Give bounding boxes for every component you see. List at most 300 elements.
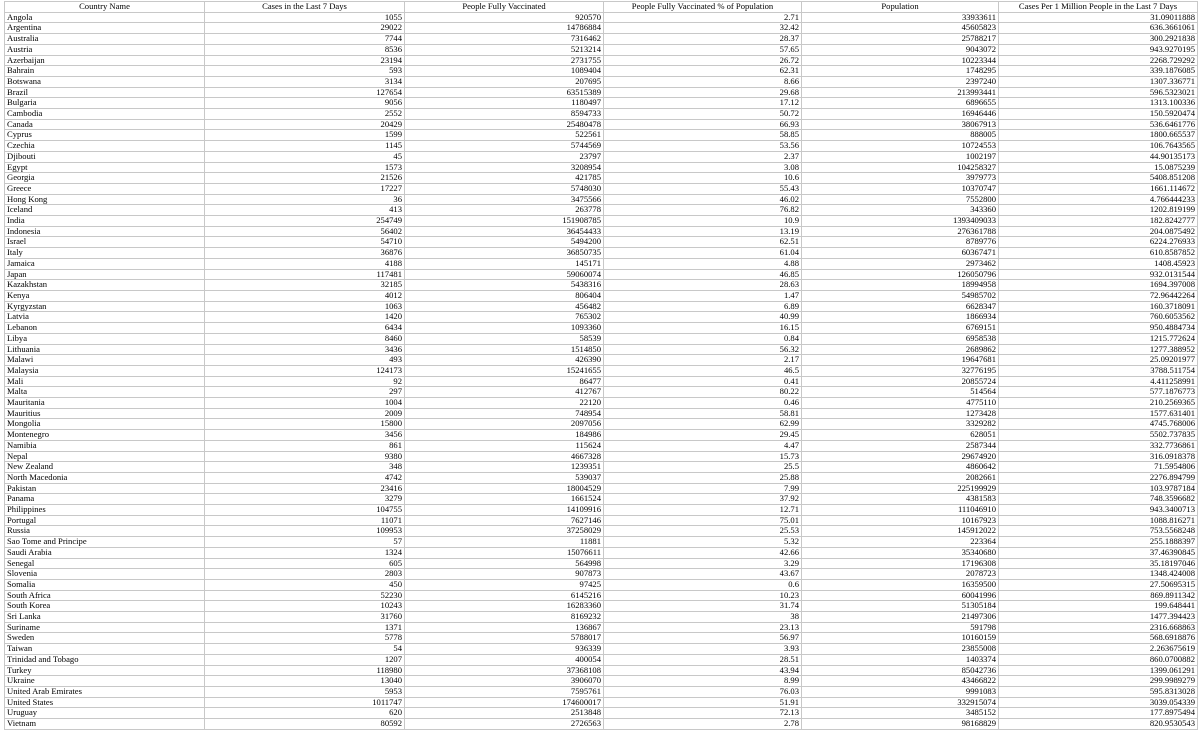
cell-vaccinated-percent[interactable]: 25.88 [604, 472, 802, 483]
cell-country-name[interactable]: Mauritius [5, 408, 205, 419]
cell-people-fully-vaccinated[interactable]: 174600017 [405, 697, 604, 708]
cell-country-name[interactable]: Japan [5, 269, 205, 280]
cell-vaccinated-percent[interactable]: 12.71 [604, 505, 802, 516]
cell-people-fully-vaccinated[interactable]: 115624 [405, 440, 604, 451]
cell-cases-last-7-days[interactable]: 109953 [205, 526, 405, 537]
cell-people-fully-vaccinated[interactable]: 7595761 [405, 687, 604, 698]
cell-vaccinated-percent[interactable]: 2.78 [604, 719, 802, 730]
cell-population[interactable]: 1866934 [802, 312, 999, 323]
cell-vaccinated-percent[interactable]: 40.99 [604, 312, 802, 323]
cell-cases-per-million[interactable]: 943.9270195 [999, 44, 1198, 55]
cell-cases-last-7-days[interactable]: 23194 [205, 55, 405, 66]
cell-cases-per-million[interactable]: 3039.054339 [999, 697, 1198, 708]
cell-population[interactable]: 32776195 [802, 365, 999, 376]
cell-vaccinated-percent[interactable]: 56.32 [604, 344, 802, 355]
cell-people-fully-vaccinated[interactable]: 2513848 [405, 708, 604, 719]
cell-country-name[interactable]: Russia [5, 526, 205, 537]
cell-country-name[interactable]: Slovenia [5, 569, 205, 580]
cell-cases-last-7-days[interactable]: 52230 [205, 590, 405, 601]
cell-cases-per-million[interactable]: 103.9787184 [999, 483, 1198, 494]
cell-population[interactable]: 33933611 [802, 12, 999, 23]
cell-vaccinated-percent[interactable]: 62.51 [604, 237, 802, 248]
cell-people-fully-vaccinated[interactable]: 8169232 [405, 612, 604, 623]
cell-vaccinated-percent[interactable]: 2.17 [604, 355, 802, 366]
cell-country-name[interactable]: North Macedonia [5, 472, 205, 483]
cell-population[interactable]: 4860642 [802, 462, 999, 473]
cell-population[interactable]: 7552800 [802, 194, 999, 205]
cell-cases-last-7-days[interactable]: 2803 [205, 569, 405, 580]
cell-country-name[interactable]: Ukraine [5, 676, 205, 687]
cell-country-name[interactable]: Austria [5, 44, 205, 55]
cell-vaccinated-percent[interactable]: 29.45 [604, 430, 802, 441]
cell-people-fully-vaccinated[interactable]: 1514850 [405, 344, 604, 355]
cell-cases-per-million[interactable]: 6224.276933 [999, 237, 1198, 248]
cell-people-fully-vaccinated[interactable]: 920570 [405, 12, 604, 23]
cell-country-name[interactable]: Uruguay [5, 708, 205, 719]
cell-country-name[interactable]: Senegal [5, 558, 205, 569]
cell-cases-per-million[interactable]: 44.90135173 [999, 151, 1198, 162]
cell-cases-per-million[interactable]: 943.3400713 [999, 505, 1198, 516]
cell-people-fully-vaccinated[interactable]: 2731755 [405, 55, 604, 66]
cell-cases-last-7-days[interactable]: 13040 [205, 676, 405, 687]
cell-cases-per-million[interactable]: 300.2921838 [999, 34, 1198, 45]
cell-country-name[interactable]: Indonesia [5, 226, 205, 237]
cell-population[interactable]: 2082661 [802, 472, 999, 483]
cell-cases-last-7-days[interactable]: 23416 [205, 483, 405, 494]
cell-people-fully-vaccinated[interactable]: 14786884 [405, 23, 604, 34]
column-header-country-name[interactable]: Country Name [5, 2, 205, 13]
cell-country-name[interactable]: South Africa [5, 590, 205, 601]
cell-population[interactable]: 1393409033 [802, 216, 999, 227]
cell-cases-last-7-days[interactable]: 54710 [205, 237, 405, 248]
cell-cases-per-million[interactable]: 27.50695315 [999, 579, 1198, 590]
cell-cases-last-7-days[interactable]: 117481 [205, 269, 405, 280]
cell-cases-per-million[interactable]: 2268.729292 [999, 55, 1198, 66]
cell-cases-per-million[interactable]: 595.8313028 [999, 687, 1198, 698]
cell-people-fully-vaccinated[interactable]: 564998 [405, 558, 604, 569]
cell-cases-last-7-days[interactable]: 4188 [205, 258, 405, 269]
cell-cases-per-million[interactable]: 25.09201977 [999, 355, 1198, 366]
cell-cases-last-7-days[interactable]: 8536 [205, 44, 405, 55]
cell-people-fully-vaccinated[interactable]: 5438316 [405, 280, 604, 291]
cell-cases-per-million[interactable]: 596.5323021 [999, 87, 1198, 98]
cell-vaccinated-percent[interactable]: 5.32 [604, 537, 802, 548]
cell-country-name[interactable]: Iceland [5, 205, 205, 216]
cell-vaccinated-percent[interactable]: 31.74 [604, 601, 802, 612]
cell-population[interactable]: 16946446 [802, 109, 999, 120]
cell-population[interactable]: 6628347 [802, 301, 999, 312]
cell-country-name[interactable]: Hong Kong [5, 194, 205, 205]
cell-population[interactable]: 25788217 [802, 34, 999, 45]
cell-people-fully-vaccinated[interactable]: 2726563 [405, 719, 604, 730]
cell-vaccinated-percent[interactable]: 2.37 [604, 151, 802, 162]
cell-population[interactable]: 223364 [802, 537, 999, 548]
cell-cases-last-7-days[interactable]: 3436 [205, 344, 405, 355]
cell-vaccinated-percent[interactable]: 7.99 [604, 483, 802, 494]
cell-people-fully-vaccinated[interactable]: 539037 [405, 472, 604, 483]
cell-cases-per-million[interactable]: 1307.336771 [999, 76, 1198, 87]
cell-population[interactable]: 21497306 [802, 612, 999, 623]
cell-vaccinated-percent[interactable]: 10.6 [604, 173, 802, 184]
cell-population[interactable]: 104258327 [802, 162, 999, 173]
cell-population[interactable]: 45605823 [802, 23, 999, 34]
cell-cases-last-7-days[interactable]: 10243 [205, 601, 405, 612]
cell-cases-per-million[interactable]: 1661.114672 [999, 183, 1198, 194]
cell-people-fully-vaccinated[interactable]: 456482 [405, 301, 604, 312]
cell-vaccinated-percent[interactable]: 80.22 [604, 387, 802, 398]
cell-country-name[interactable]: Montenegro [5, 430, 205, 441]
cell-people-fully-vaccinated[interactable]: 136867 [405, 622, 604, 633]
cell-people-fully-vaccinated[interactable]: 421785 [405, 173, 604, 184]
cell-population[interactable]: 628051 [802, 430, 999, 441]
cell-population[interactable]: 43466822 [802, 676, 999, 687]
cell-cases-per-million[interactable]: 753.5568248 [999, 526, 1198, 537]
column-header-cases-last-7-days[interactable]: Cases in the Last 7 Days [205, 2, 405, 13]
cell-population[interactable]: 6769151 [802, 323, 999, 334]
cell-people-fully-vaccinated[interactable]: 97425 [405, 579, 604, 590]
cell-people-fully-vaccinated[interactable]: 412767 [405, 387, 604, 398]
cell-country-name[interactable]: Mongolia [5, 419, 205, 430]
cell-cases-per-million[interactable]: 1313.100336 [999, 98, 1198, 109]
cell-cases-last-7-days[interactable]: 32185 [205, 280, 405, 291]
cell-country-name[interactable]: Djibouti [5, 151, 205, 162]
cell-cases-last-7-days[interactable]: 9380 [205, 451, 405, 462]
cell-country-name[interactable]: Cambodia [5, 109, 205, 120]
cell-country-name[interactable]: United States [5, 697, 205, 708]
cell-vaccinated-percent[interactable]: 0.6 [604, 579, 802, 590]
cell-cases-per-million[interactable]: 1348.424008 [999, 569, 1198, 580]
cell-cases-last-7-days[interactable]: 15800 [205, 419, 405, 430]
cell-people-fully-vaccinated[interactable]: 1661524 [405, 494, 604, 505]
cell-people-fully-vaccinated[interactable]: 207695 [405, 76, 604, 87]
cell-cases-per-million[interactable]: 177.8975494 [999, 708, 1198, 719]
cell-cases-last-7-days[interactable]: 3456 [205, 430, 405, 441]
cell-vaccinated-percent[interactable]: 58.85 [604, 130, 802, 141]
cell-population[interactable]: 213993441 [802, 87, 999, 98]
cell-people-fully-vaccinated[interactable]: 907873 [405, 569, 604, 580]
cell-vaccinated-percent[interactable]: 62.31 [604, 66, 802, 77]
cell-vaccinated-percent[interactable]: 3.93 [604, 644, 802, 655]
cell-cases-per-million[interactable]: 568.6918876 [999, 633, 1198, 644]
cell-population[interactable]: 2078723 [802, 569, 999, 580]
cell-people-fully-vaccinated[interactable]: 11881 [405, 537, 604, 548]
column-header-cases-per-million[interactable]: Cases Per 1 Million People in the Last 7 Days [999, 2, 1198, 13]
cell-cases-last-7-days[interactable]: 1207 [205, 654, 405, 665]
cell-vaccinated-percent[interactable]: 2.71 [604, 12, 802, 23]
cell-vaccinated-percent[interactable]: 76.82 [604, 205, 802, 216]
cell-people-fully-vaccinated[interactable]: 7316462 [405, 34, 604, 45]
cell-population[interactable]: 145912022 [802, 526, 999, 537]
cell-country-name[interactable]: United Arab Emirates [5, 687, 205, 698]
cell-cases-per-million[interactable]: 1202.819199 [999, 205, 1198, 216]
cell-cases-per-million[interactable]: 1088.816271 [999, 515, 1198, 526]
cell-people-fully-vaccinated[interactable]: 37368108 [405, 665, 604, 676]
cell-population[interactable]: 98168829 [802, 719, 999, 730]
cell-vaccinated-percent[interactable]: 37.92 [604, 494, 802, 505]
cell-country-name[interactable]: Trinidad and Tobago [5, 654, 205, 665]
cell-country-name[interactable]: Botswana [5, 76, 205, 87]
cell-cases-per-million[interactable]: 106.7643565 [999, 141, 1198, 152]
cell-country-name[interactable]: Angola [5, 12, 205, 23]
cell-vaccinated-percent[interactable]: 26.72 [604, 55, 802, 66]
cell-country-name[interactable]: Malaysia [5, 365, 205, 376]
cell-country-name[interactable]: Lebanon [5, 323, 205, 334]
cell-vaccinated-percent[interactable]: 55.43 [604, 183, 802, 194]
cell-people-fully-vaccinated[interactable]: 63515389 [405, 87, 604, 98]
cell-cases-last-7-days[interactable]: 6434 [205, 323, 405, 334]
cell-cases-last-7-days[interactable]: 2009 [205, 408, 405, 419]
cell-vaccinated-percent[interactable]: 46.02 [604, 194, 802, 205]
cell-country-name[interactable]: Taiwan [5, 644, 205, 655]
cell-vaccinated-percent[interactable]: 28.63 [604, 280, 802, 291]
cell-vaccinated-percent[interactable]: 3.08 [604, 162, 802, 173]
cell-country-name[interactable]: Georgia [5, 173, 205, 184]
cell-cases-last-7-days[interactable]: 29022 [205, 23, 405, 34]
cell-population[interactable]: 10167923 [802, 515, 999, 526]
cell-population[interactable]: 85042736 [802, 665, 999, 676]
cell-population[interactable]: 2973462 [802, 258, 999, 269]
cell-population[interactable]: 2587344 [802, 440, 999, 451]
cell-country-name[interactable]: Lithuania [5, 344, 205, 355]
cell-cases-last-7-days[interactable]: 20429 [205, 119, 405, 130]
cell-vaccinated-percent[interactable]: 42.66 [604, 547, 802, 558]
column-header-population[interactable]: Population [802, 2, 999, 13]
cell-vaccinated-percent[interactable]: 32.42 [604, 23, 802, 34]
cell-people-fully-vaccinated[interactable]: 36850735 [405, 248, 604, 259]
cell-cases-last-7-days[interactable]: 124173 [205, 365, 405, 376]
cell-country-name[interactable]: Czechia [5, 141, 205, 152]
cell-vaccinated-percent[interactable]: 76.03 [604, 687, 802, 698]
cell-population[interactable]: 60041996 [802, 590, 999, 601]
cell-cases-per-million[interactable]: 31.09011888 [999, 12, 1198, 23]
cell-country-name[interactable]: Portugal [5, 515, 205, 526]
cell-population[interactable]: 1748295 [802, 66, 999, 77]
cell-people-fully-vaccinated[interactable]: 58539 [405, 333, 604, 344]
cell-country-name[interactable]: Kenya [5, 290, 205, 301]
cell-people-fully-vaccinated[interactable]: 263778 [405, 205, 604, 216]
cell-cases-per-million[interactable]: 2.263675619 [999, 644, 1198, 655]
cell-cases-per-million[interactable]: 577.1876773 [999, 387, 1198, 398]
cell-vaccinated-percent[interactable]: 10.23 [604, 590, 802, 601]
cell-country-name[interactable]: Canada [5, 119, 205, 130]
cell-cases-per-million[interactable]: 950.4884734 [999, 323, 1198, 334]
cell-people-fully-vaccinated[interactable]: 806404 [405, 290, 604, 301]
cell-cases-per-million[interactable]: 2276.894799 [999, 472, 1198, 483]
cell-people-fully-vaccinated[interactable]: 6145216 [405, 590, 604, 601]
cell-country-name[interactable]: Sweden [5, 633, 205, 644]
cell-cases-last-7-days[interactable]: 56402 [205, 226, 405, 237]
cell-cases-per-million[interactable]: 760.6053562 [999, 312, 1198, 323]
cell-country-name[interactable]: Namibia [5, 440, 205, 451]
cell-cases-last-7-days[interactable]: 493 [205, 355, 405, 366]
cell-population[interactable]: 514564 [802, 387, 999, 398]
cell-people-fully-vaccinated[interactable]: 2097056 [405, 419, 604, 430]
cell-people-fully-vaccinated[interactable]: 8594733 [405, 109, 604, 120]
cell-cases-per-million[interactable]: 2316.668863 [999, 622, 1198, 633]
cell-country-name[interactable]: Pakistan [5, 483, 205, 494]
cell-cases-last-7-days[interactable]: 861 [205, 440, 405, 451]
cell-vaccinated-percent[interactable]: 0.46 [604, 398, 802, 409]
cell-cases-last-7-days[interactable]: 92 [205, 376, 405, 387]
cell-cases-last-7-days[interactable]: 1573 [205, 162, 405, 173]
cell-country-name[interactable]: Kyrgyzstan [5, 301, 205, 312]
cell-cases-per-million[interactable]: 150.5920474 [999, 109, 1198, 120]
cell-vaccinated-percent[interactable]: 13.19 [604, 226, 802, 237]
cell-people-fully-vaccinated[interactable]: 15241655 [405, 365, 604, 376]
cell-people-fully-vaccinated[interactable]: 3475566 [405, 194, 604, 205]
cell-cases-per-million[interactable]: 932.0131544 [999, 269, 1198, 280]
cell-population[interactable]: 10370747 [802, 183, 999, 194]
cell-cases-last-7-days[interactable]: 7744 [205, 34, 405, 45]
cell-cases-last-7-days[interactable]: 1063 [205, 301, 405, 312]
cell-vaccinated-percent[interactable]: 0.84 [604, 333, 802, 344]
cell-country-name[interactable]: Vietnam [5, 719, 205, 730]
cell-country-name[interactable]: Philippines [5, 505, 205, 516]
cell-cases-per-million[interactable]: 820.9530543 [999, 719, 1198, 730]
cell-cases-last-7-days[interactable]: 45 [205, 151, 405, 162]
cell-population[interactable]: 2397240 [802, 76, 999, 87]
cell-cases-last-7-days[interactable]: 297 [205, 387, 405, 398]
cell-cases-per-million[interactable]: 199.648441 [999, 601, 1198, 612]
cell-people-fully-vaccinated[interactable]: 5788017 [405, 633, 604, 644]
cell-country-name[interactable]: Nepal [5, 451, 205, 462]
cell-country-name[interactable]: Bahrain [5, 66, 205, 77]
cell-population[interactable]: 126050796 [802, 269, 999, 280]
cell-cases-last-7-days[interactable]: 4742 [205, 472, 405, 483]
cell-cases-last-7-days[interactable]: 1324 [205, 547, 405, 558]
cell-cases-last-7-days[interactable]: 620 [205, 708, 405, 719]
cell-cases-last-7-days[interactable]: 1420 [205, 312, 405, 323]
cell-cases-per-million[interactable]: 339.1876085 [999, 66, 1198, 77]
cell-population[interactable]: 9043072 [802, 44, 999, 55]
cell-vaccinated-percent[interactable]: 3.29 [604, 558, 802, 569]
cell-vaccinated-percent[interactable]: 46.5 [604, 365, 802, 376]
cell-vaccinated-percent[interactable]: 6.89 [604, 301, 802, 312]
cell-country-name[interactable]: Sao Tome and Principe [5, 537, 205, 548]
cell-population[interactable]: 1403374 [802, 654, 999, 665]
cell-population[interactable]: 10160159 [802, 633, 999, 644]
cell-cases-last-7-days[interactable]: 1011747 [205, 697, 405, 708]
cell-country-name[interactable]: Argentina [5, 23, 205, 34]
cell-cases-last-7-days[interactable]: 17227 [205, 183, 405, 194]
cell-cases-per-million[interactable]: 636.3661061 [999, 23, 1198, 34]
cell-people-fully-vaccinated[interactable]: 1180497 [405, 98, 604, 109]
cell-cases-per-million[interactable]: 4745.768006 [999, 419, 1198, 430]
cell-country-name[interactable]: Panama [5, 494, 205, 505]
cell-population[interactable]: 29674920 [802, 451, 999, 462]
cell-cases-per-million[interactable]: 160.3718091 [999, 301, 1198, 312]
cell-cases-per-million[interactable]: 1577.631401 [999, 408, 1198, 419]
cell-people-fully-vaccinated[interactable]: 18004529 [405, 483, 604, 494]
cell-people-fully-vaccinated[interactable]: 23797 [405, 151, 604, 162]
cell-vaccinated-percent[interactable]: 15.73 [604, 451, 802, 462]
cell-country-name[interactable]: India [5, 216, 205, 227]
cell-population[interactable]: 23855008 [802, 644, 999, 655]
cell-country-name[interactable]: Turkey [5, 665, 205, 676]
cell-vaccinated-percent[interactable]: 16.15 [604, 323, 802, 334]
cell-cases-last-7-days[interactable]: 605 [205, 558, 405, 569]
cell-cases-last-7-days[interactable]: 593 [205, 66, 405, 77]
cell-people-fully-vaccinated[interactable]: 5748030 [405, 183, 604, 194]
cell-cases-last-7-days[interactable]: 1371 [205, 622, 405, 633]
cell-cases-last-7-days[interactable]: 31760 [205, 612, 405, 623]
cell-population[interactable]: 9991083 [802, 687, 999, 698]
cell-people-fully-vaccinated[interactable]: 426390 [405, 355, 604, 366]
cell-cases-per-million[interactable]: 1399.061291 [999, 665, 1198, 676]
cell-population[interactable]: 3485152 [802, 708, 999, 719]
cell-people-fully-vaccinated[interactable]: 5744569 [405, 141, 604, 152]
cell-people-fully-vaccinated[interactable]: 3906070 [405, 676, 604, 687]
cell-vaccinated-percent[interactable]: 0.41 [604, 376, 802, 387]
cell-people-fully-vaccinated[interactable]: 936339 [405, 644, 604, 655]
cell-cases-per-million[interactable]: 316.0918378 [999, 451, 1198, 462]
cell-cases-last-7-days[interactable]: 1055 [205, 12, 405, 23]
cell-cases-per-million[interactable]: 299.9989279 [999, 676, 1198, 687]
cell-country-name[interactable]: Malta [5, 387, 205, 398]
cell-cases-per-million[interactable]: 610.8587852 [999, 248, 1198, 259]
cell-population[interactable]: 51305184 [802, 601, 999, 612]
cell-country-name[interactable]: Bulgaria [5, 98, 205, 109]
cell-people-fully-vaccinated[interactable]: 37258029 [405, 526, 604, 537]
cell-country-name[interactable]: Suriname [5, 622, 205, 633]
cell-cases-last-7-days[interactable]: 4012 [205, 290, 405, 301]
cell-population[interactable]: 3979773 [802, 173, 999, 184]
cell-cases-per-million[interactable]: 210.2569365 [999, 398, 1198, 409]
cell-cases-last-7-days[interactable]: 3279 [205, 494, 405, 505]
cell-people-fully-vaccinated[interactable]: 5494200 [405, 237, 604, 248]
cell-cases-last-7-days[interactable]: 8460 [205, 333, 405, 344]
cell-country-name[interactable]: Italy [5, 248, 205, 259]
cell-population[interactable]: 54985702 [802, 290, 999, 301]
cell-cases-last-7-days[interactable]: 54 [205, 644, 405, 655]
cell-population[interactable]: 60367471 [802, 248, 999, 259]
cell-population[interactable]: 10223344 [802, 55, 999, 66]
cell-vaccinated-percent[interactable]: 51.91 [604, 697, 802, 708]
cell-cases-per-million[interactable]: 37.46390845 [999, 547, 1198, 558]
cell-people-fully-vaccinated[interactable]: 7627146 [405, 515, 604, 526]
cell-cases-last-7-days[interactable]: 1145 [205, 141, 405, 152]
cell-cases-per-million[interactable]: 332.7736861 [999, 440, 1198, 451]
cell-population[interactable]: 276361788 [802, 226, 999, 237]
cell-cases-last-7-days[interactable]: 5778 [205, 633, 405, 644]
cell-people-fully-vaccinated[interactable]: 1239351 [405, 462, 604, 473]
cell-vaccinated-percent[interactable]: 61.04 [604, 248, 802, 259]
column-header-people-fully-vaccinated[interactable]: People Fully Vaccinated [405, 2, 604, 13]
cell-people-fully-vaccinated[interactable]: 1089404 [405, 66, 604, 77]
cell-vaccinated-percent[interactable]: 43.94 [604, 665, 802, 676]
cell-country-name[interactable]: Latvia [5, 312, 205, 323]
cell-cases-per-million[interactable]: 15.0875239 [999, 162, 1198, 173]
cell-cases-per-million[interactable]: 4.766444233 [999, 194, 1198, 205]
cell-people-fully-vaccinated[interactable]: 59060074 [405, 269, 604, 280]
cell-people-fully-vaccinated[interactable]: 145171 [405, 258, 604, 269]
cell-cases-last-7-days[interactable]: 11071 [205, 515, 405, 526]
cell-cases-last-7-days[interactable]: 118980 [205, 665, 405, 676]
cell-cases-per-million[interactable]: 1800.665537 [999, 130, 1198, 141]
cell-cases-per-million[interactable]: 4.411258991 [999, 376, 1198, 387]
cell-vaccinated-percent[interactable]: 57.65 [604, 44, 802, 55]
cell-cases-last-7-days[interactable]: 450 [205, 579, 405, 590]
cell-cases-per-million[interactable]: 5502.737835 [999, 430, 1198, 441]
cell-people-fully-vaccinated[interactable]: 16283360 [405, 601, 604, 612]
column-header-vaccinated-percent[interactable]: People Fully Vaccinated % of Population [604, 2, 802, 13]
cell-population[interactable]: 4381583 [802, 494, 999, 505]
cell-population[interactable]: 1002197 [802, 151, 999, 162]
cell-cases-per-million[interactable]: 1694.397008 [999, 280, 1198, 291]
cell-people-fully-vaccinated[interactable]: 151908785 [405, 216, 604, 227]
cell-vaccinated-percent[interactable]: 56.97 [604, 633, 802, 644]
cell-cases-last-7-days[interactable]: 1599 [205, 130, 405, 141]
